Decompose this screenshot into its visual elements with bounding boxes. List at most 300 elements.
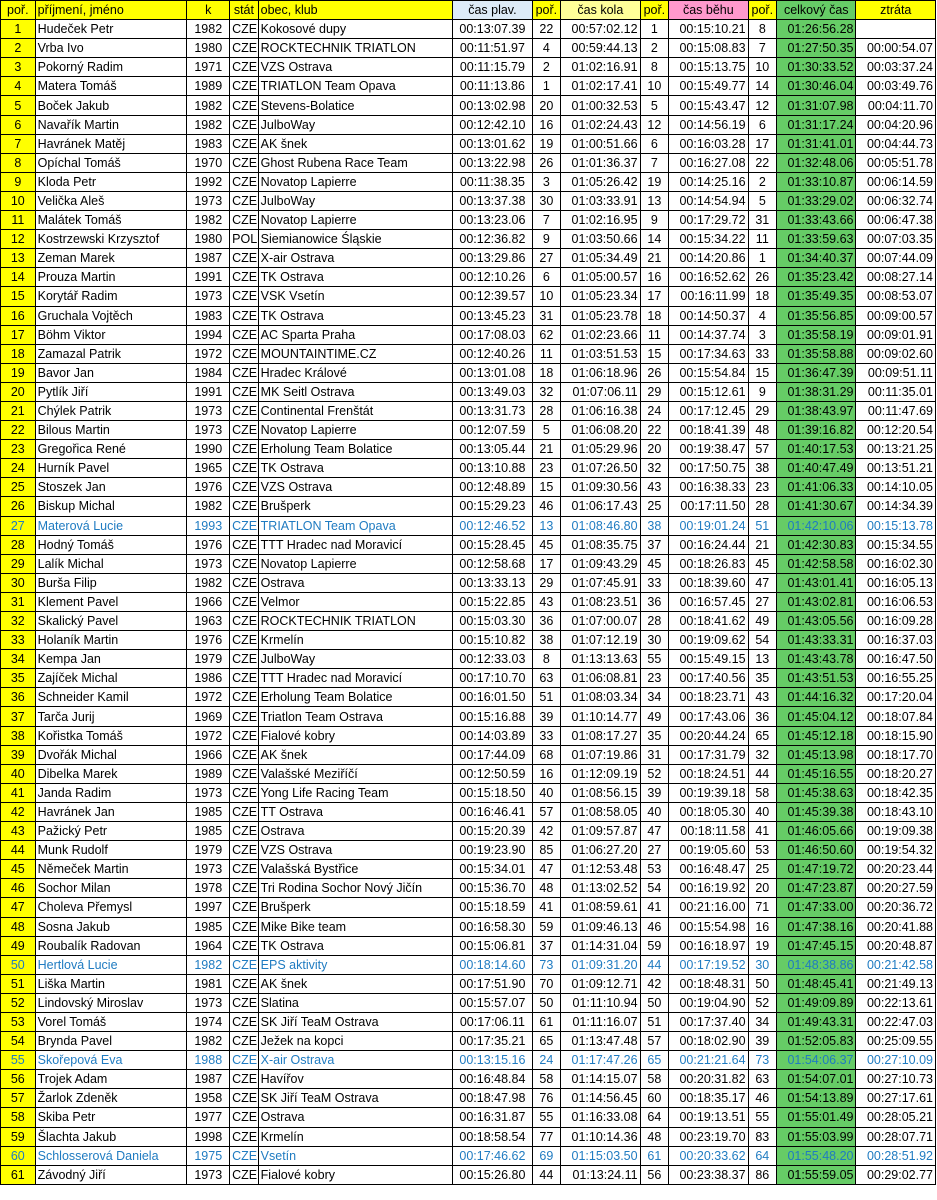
run-rank-cell: 16: [748, 917, 777, 936]
name-cell: Kostrzewski Krzysztof: [35, 230, 187, 249]
header-run-rank: poř.: [748, 1, 777, 20]
name-cell: Schneider Kamil: [35, 688, 187, 707]
country-cell: CZE: [230, 153, 259, 172]
swim-rank-cell: 15: [532, 478, 561, 497]
table-row: [1, 287, 936, 306]
swim-time-cell: 00:17:46.62: [453, 1146, 532, 1165]
loss-cell: 00:18:42.35: [856, 783, 936, 802]
country-cell: CZE: [230, 936, 259, 955]
rank-cell: 59: [1, 1127, 36, 1146]
bike-time-cell: 00:57:02.12: [561, 20, 640, 39]
run-rank-cell: 7: [748, 39, 777, 58]
club-cell: MOUNTAINTIME.CZ: [258, 344, 453, 363]
table-row: [1, 58, 936, 77]
swim-time-cell: 00:16:58.30: [453, 917, 532, 936]
rank-cell: 23: [1, 440, 36, 459]
bike-rank-cell: 33: [640, 573, 669, 592]
swim-time-cell: 00:13:02.98: [453, 96, 532, 115]
loss-cell: 00:15:13.78: [856, 516, 936, 535]
year-cell: 1958: [187, 1089, 230, 1108]
total-time-cell: 01:49:43.31: [777, 1012, 856, 1031]
bike-time-cell: 01:02:17.41: [561, 77, 640, 96]
name-cell: Dibelka Marek: [35, 764, 187, 783]
table-row: [1, 230, 936, 249]
bike-rank-cell: 14: [640, 230, 669, 249]
name-cell: Pažický Petr: [35, 822, 187, 841]
name-cell: Opíchal Tomáš: [35, 153, 187, 172]
run-time-cell: 00:19:04.90: [669, 993, 748, 1012]
rank-cell: 25: [1, 478, 36, 497]
swim-rank-cell: 2: [532, 58, 561, 77]
club-cell: TRIATLON Team Opava: [258, 77, 453, 96]
swim-time-cell: 00:13:31.73: [453, 401, 532, 420]
table-row: [1, 879, 936, 898]
bike-rank-cell: 65: [640, 1051, 669, 1070]
run-rank-cell: 39: [748, 1032, 777, 1051]
bike-rank-cell: 47: [640, 822, 669, 841]
country-cell: CZE: [230, 841, 259, 860]
swim-rank-cell: 13: [532, 516, 561, 535]
swim-time-cell: 00:15:34.01: [453, 860, 532, 879]
year-cell: 1987: [187, 249, 230, 268]
run-rank-cell: 63: [748, 1070, 777, 1089]
swim-rank-cell: 42: [532, 822, 561, 841]
rank-cell: 57: [1, 1089, 36, 1108]
name-cell: Tarča Jurij: [35, 707, 187, 726]
total-time-cell: 01:42:58.58: [777, 554, 856, 573]
swim-rank-cell: 40: [532, 783, 561, 802]
swim-rank-cell: 32: [532, 382, 561, 401]
swim-time-cell: 00:15:57.07: [453, 993, 532, 1012]
run-time-cell: 00:15:49.15: [669, 650, 748, 669]
loss-cell: 00:27:10.73: [856, 1070, 936, 1089]
loss-cell: 00:17:20.04: [856, 688, 936, 707]
club-cell: ROCKTECHNIK TRIATLON: [258, 612, 453, 631]
run-rank-cell: 34: [748, 1012, 777, 1031]
rank-cell: 40: [1, 764, 36, 783]
year-cell: 1973: [187, 783, 230, 802]
swim-rank-cell: 19: [532, 134, 561, 153]
swim-rank-cell: 29: [532, 573, 561, 592]
bike-rank-cell: 35: [640, 726, 669, 745]
bike-time-cell: 01:06:17.43: [561, 497, 640, 516]
total-time-cell: 01:47:38.16: [777, 917, 856, 936]
club-cell: Novatop Lapierre: [258, 421, 453, 440]
swim-time-cell: 00:17:44.09: [453, 745, 532, 764]
swim-time-cell: 00:13:01.08: [453, 363, 532, 382]
run-time-cell: 00:16:03.28: [669, 134, 748, 153]
run-rank-cell: 5: [748, 191, 777, 210]
bike-rank-cell: 34: [640, 688, 669, 707]
swim-time-cell: 00:18:47.98: [453, 1089, 532, 1108]
club-cell: SK Jiří TeaM Ostrava: [258, 1089, 453, 1108]
total-time-cell: 01:40:17.53: [777, 440, 856, 459]
rank-cell: 1: [1, 20, 36, 39]
run-time-cell: 00:16:19.92: [669, 879, 748, 898]
swim-rank-cell: 7: [532, 211, 561, 230]
total-time-cell: 01:54:06.37: [777, 1051, 856, 1070]
run-time-cell: 00:14:54.94: [669, 191, 748, 210]
total-time-cell: 01:45:16.55: [777, 764, 856, 783]
run-rank-cell: 53: [748, 841, 777, 860]
year-cell: 1969: [187, 707, 230, 726]
run-rank-cell: 19: [748, 936, 777, 955]
swim-rank-cell: 6: [532, 268, 561, 287]
bike-rank-cell: 13: [640, 191, 669, 210]
swim-time-cell: 00:15:10.82: [453, 631, 532, 650]
run-time-cell: 00:15:12.61: [669, 382, 748, 401]
run-time-cell: 00:15:43.47: [669, 96, 748, 115]
total-time-cell: 01:43:02.81: [777, 592, 856, 611]
run-rank-cell: 2: [748, 172, 777, 191]
loss-cell: 00:20:36.72: [856, 898, 936, 917]
loss-cell: 00:20:23.44: [856, 860, 936, 879]
country-cell: CZE: [230, 1012, 259, 1031]
club-cell: Fialové kobry: [258, 1165, 453, 1184]
swim-time-cell: 00:13:45.23: [453, 306, 532, 325]
bike-time-cell: 01:05:29.96: [561, 440, 640, 459]
name-cell: Gregořica René: [35, 440, 187, 459]
club-cell: Slatina: [258, 993, 453, 1012]
swim-rank-cell: 58: [532, 1070, 561, 1089]
bike-time-cell: 01:02:23.66: [561, 325, 640, 344]
table-row: [1, 573, 936, 592]
bike-rank-cell: 45: [640, 554, 669, 573]
country-cell: CZE: [230, 783, 259, 802]
bike-rank-cell: 59: [640, 936, 669, 955]
loss-cell: 00:06:32.74: [856, 191, 936, 210]
year-cell: 1973: [187, 993, 230, 1012]
swim-rank-cell: 48: [532, 879, 561, 898]
run-rank-cell: 32: [748, 745, 777, 764]
table-row: [1, 268, 936, 287]
run-rank-cell: 6: [748, 115, 777, 134]
bike-rank-cell: 48: [640, 1127, 669, 1146]
bike-time-cell: 01:11:16.07: [561, 1012, 640, 1031]
run-time-cell: 00:20:44.24: [669, 726, 748, 745]
name-cell: Zajíček Michal: [35, 669, 187, 688]
rank-cell: 20: [1, 382, 36, 401]
country-cell: CZE: [230, 879, 259, 898]
swim-rank-cell: 27: [532, 249, 561, 268]
year-cell: 1982: [187, 211, 230, 230]
rank-cell: 61: [1, 1165, 36, 1184]
run-time-cell: 00:17:31.79: [669, 745, 748, 764]
loss-cell: 00:16:05.13: [856, 573, 936, 592]
bike-time-cell: 01:14:31.04: [561, 936, 640, 955]
name-cell: Biskup Michal: [35, 497, 187, 516]
loss-cell: 00:18:43.10: [856, 802, 936, 821]
swim-rank-cell: 55: [532, 1108, 561, 1127]
table-row: [1, 363, 936, 382]
bike-time-cell: 01:07:06.11: [561, 382, 640, 401]
country-cell: CZE: [230, 382, 259, 401]
club-cell: Mike Bike team: [258, 917, 453, 936]
run-time-cell: 00:17:12.45: [669, 401, 748, 420]
swim-time-cell: 00:17:06.11: [453, 1012, 532, 1031]
name-cell: Zeman Marek: [35, 249, 187, 268]
country-cell: CZE: [230, 421, 259, 440]
loss-cell: 00:21:42.58: [856, 955, 936, 974]
swim-rank-cell: 22: [532, 20, 561, 39]
bike-time-cell: 01:12:53.48: [561, 860, 640, 879]
run-rank-cell: 14: [748, 77, 777, 96]
rank-cell: 5: [1, 96, 36, 115]
club-cell: Ghost Rubena Race Team: [258, 153, 453, 172]
country-cell: CZE: [230, 573, 259, 592]
run-time-cell: 00:18:02.90: [669, 1032, 748, 1051]
loss-cell: 00:11:47.69: [856, 401, 936, 420]
total-time-cell: 01:48:38.86: [777, 955, 856, 974]
run-rank-cell: 86: [748, 1165, 777, 1184]
run-rank-cell: 45: [748, 554, 777, 573]
table-row: [1, 898, 936, 917]
table-row: [1, 478, 936, 497]
name-cell: Kloda Petr: [35, 172, 187, 191]
name-cell: Zamazal Patrik: [35, 344, 187, 363]
table-row: [1, 631, 936, 650]
loss-cell: 00:27:17.61: [856, 1089, 936, 1108]
table-row: [1, 249, 936, 268]
name-cell: Burša Filip: [35, 573, 187, 592]
header-total-time: celkový čas: [777, 1, 856, 20]
run-time-cell: 00:16:52.62: [669, 268, 748, 287]
country-cell: CZE: [230, 1051, 259, 1070]
bike-rank-cell: 43: [640, 478, 669, 497]
swim-time-cell: 00:13:33.13: [453, 573, 532, 592]
bike-rank-cell: 32: [640, 459, 669, 478]
country-cell: CZE: [230, 58, 259, 77]
total-time-cell: 01:47:45.15: [777, 936, 856, 955]
country-cell: CZE: [230, 1108, 259, 1127]
header-swim-time: čas plav.: [453, 1, 532, 20]
bike-time-cell: 01:12:09.19: [561, 764, 640, 783]
run-rank-cell: 18: [748, 287, 777, 306]
club-cell: Brušperk: [258, 497, 453, 516]
run-time-cell: 00:14:20.86: [669, 249, 748, 268]
bike-rank-cell: 1: [640, 20, 669, 39]
name-cell: Matera Tomáš: [35, 77, 187, 96]
run-rank-cell: 4: [748, 306, 777, 325]
bike-time-cell: 01:07:45.91: [561, 573, 640, 592]
country-cell: CZE: [230, 20, 259, 39]
year-cell: 1980: [187, 39, 230, 58]
bike-rank-cell: 37: [640, 535, 669, 554]
bike-time-cell: 01:08:56.15: [561, 783, 640, 802]
loss-cell: 00:21:49.13: [856, 974, 936, 993]
country-cell: CZE: [230, 306, 259, 325]
loss-cell: 00:19:54.32: [856, 841, 936, 860]
swim-rank-cell: 28: [532, 401, 561, 420]
bike-time-cell: 01:13:47.48: [561, 1032, 640, 1051]
run-time-cell: 00:16:57.45: [669, 592, 748, 611]
swim-rank-cell: 1: [532, 77, 561, 96]
country-cell: CZE: [230, 535, 259, 554]
swim-time-cell: 00:15:16.88: [453, 707, 532, 726]
rank-cell: 60: [1, 1146, 36, 1165]
run-rank-cell: 13: [748, 650, 777, 669]
year-cell: 1972: [187, 726, 230, 745]
club-cell: X-air Ostrava: [258, 249, 453, 268]
bike-rank-cell: 61: [640, 1146, 669, 1165]
table-row: [1, 1032, 936, 1051]
table-row: [1, 592, 936, 611]
club-cell: Hradec Králové: [258, 363, 453, 382]
bike-time-cell: 01:06:08.81: [561, 669, 640, 688]
name-cell: Hodný Tomáš: [35, 535, 187, 554]
table-row: [1, 745, 936, 764]
loss-cell: 00:16:02.30: [856, 554, 936, 573]
loss-cell: 00:20:48.87: [856, 936, 936, 955]
year-cell: 1991: [187, 268, 230, 287]
swim-time-cell: 00:15:20.39: [453, 822, 532, 841]
total-time-cell: 01:31:17.24: [777, 115, 856, 134]
swim-time-cell: 00:12:50.59: [453, 764, 532, 783]
rank-cell: 45: [1, 860, 36, 879]
swim-time-cell: 00:12:10.26: [453, 268, 532, 287]
name-cell: Šlachta Jakub: [35, 1127, 187, 1146]
club-cell: Ostrava: [258, 573, 453, 592]
bike-time-cell: 01:08:35.75: [561, 535, 640, 554]
name-cell: Malátek Tomáš: [35, 211, 187, 230]
swim-time-cell: 00:12:33.03: [453, 650, 532, 669]
country-cell: CZE: [230, 764, 259, 783]
club-cell: AK šnek: [258, 745, 453, 764]
swim-time-cell: 00:13:01.62: [453, 134, 532, 153]
total-time-cell: 01:35:58.19: [777, 325, 856, 344]
bike-time-cell: 01:09:30.56: [561, 478, 640, 497]
run-time-cell: 00:18:11.58: [669, 822, 748, 841]
swim-rank-cell: 36: [532, 612, 561, 631]
bike-rank-cell: 49: [640, 707, 669, 726]
club-cell: AK šnek: [258, 974, 453, 993]
club-cell: TK Ostrava: [258, 459, 453, 478]
club-cell: Triatlon Team Ostrava: [258, 707, 453, 726]
name-cell: Klement Pavel: [35, 592, 187, 611]
bike-time-cell: 01:07:26.50: [561, 459, 640, 478]
year-cell: 1973: [187, 191, 230, 210]
club-cell: Fialové kobry: [258, 726, 453, 745]
total-time-cell: 01:44:16.32: [777, 688, 856, 707]
club-cell: TRIATLON Team Opava: [258, 516, 453, 535]
rank-cell: 42: [1, 802, 36, 821]
year-cell: 1991: [187, 382, 230, 401]
run-time-cell: 00:14:50.37: [669, 306, 748, 325]
bike-rank-cell: 51: [640, 1012, 669, 1031]
year-cell: 1997: [187, 898, 230, 917]
run-rank-cell: 23: [748, 478, 777, 497]
loss-cell: 00:25:09.55: [856, 1032, 936, 1051]
country-cell: CZE: [230, 1070, 259, 1089]
run-rank-cell: 54: [748, 631, 777, 650]
club-cell: TTT Hradec nad Moravicí: [258, 535, 453, 554]
table-row: [1, 1070, 936, 1089]
rank-cell: 36: [1, 688, 36, 707]
country-cell: CZE: [230, 822, 259, 841]
swim-time-cell: 00:15:26.80: [453, 1165, 532, 1184]
total-time-cell: 01:47:33.00: [777, 898, 856, 917]
bike-time-cell: 01:09:43.29: [561, 554, 640, 573]
rank-cell: 28: [1, 535, 36, 554]
run-time-cell: 00:16:38.33: [669, 478, 748, 497]
run-rank-cell: 71: [748, 898, 777, 917]
swim-rank-cell: 10: [532, 287, 561, 306]
table-row: [1, 440, 936, 459]
run-rank-cell: 36: [748, 707, 777, 726]
swim-rank-cell: 41: [532, 898, 561, 917]
swim-rank-cell: 17: [532, 554, 561, 573]
swim-rank-cell: 9: [532, 230, 561, 249]
club-cell: SK Jiří TeaM Ostrava: [258, 1012, 453, 1031]
table-row: [1, 1089, 936, 1108]
swim-rank-cell: 57: [532, 802, 561, 821]
table-row: [1, 707, 936, 726]
swim-time-cell: 00:13:10.88: [453, 459, 532, 478]
table-row: [1, 497, 936, 516]
header-loss: ztráta: [856, 1, 936, 20]
header-run-time: čas běhu: [669, 1, 748, 20]
name-cell: Pokorný Radim: [35, 58, 187, 77]
swim-rank-cell: 46: [532, 497, 561, 516]
swim-time-cell: 00:12:39.57: [453, 287, 532, 306]
bike-time-cell: 01:05:34.49: [561, 249, 640, 268]
swim-time-cell: 00:12:58.68: [453, 554, 532, 573]
country-cell: CZE: [230, 1032, 259, 1051]
table-row: [1, 822, 936, 841]
header-rank: poř.: [1, 1, 36, 20]
total-time-cell: 01:33:10.87: [777, 172, 856, 191]
country-cell: CZE: [230, 134, 259, 153]
country-cell: CZE: [230, 1165, 259, 1184]
swim-rank-cell: 51: [532, 688, 561, 707]
total-time-cell: 01:43:43.78: [777, 650, 856, 669]
rank-cell: 22: [1, 421, 36, 440]
country-cell: CZE: [230, 860, 259, 879]
rank-cell: 12: [1, 230, 36, 249]
swim-rank-cell: 23: [532, 459, 561, 478]
table-row: [1, 688, 936, 707]
loss-cell: 00:19:09.38: [856, 822, 936, 841]
bike-time-cell: 01:14:15.07: [561, 1070, 640, 1089]
swim-time-cell: 00:13:49.03: [453, 382, 532, 401]
run-rank-cell: 35: [748, 669, 777, 688]
swim-time-cell: 00:12:40.26: [453, 344, 532, 363]
loss-cell: 00:16:06.53: [856, 592, 936, 611]
run-time-cell: 00:23:19.70: [669, 1127, 748, 1146]
run-time-cell: 00:18:35.17: [669, 1089, 748, 1108]
country-cell: CZE: [230, 650, 259, 669]
run-time-cell: 00:15:10.21: [669, 20, 748, 39]
year-cell: 1974: [187, 1012, 230, 1031]
total-time-cell: 01:45:12.18: [777, 726, 856, 745]
header-year: k: [187, 1, 230, 20]
bike-rank-cell: 39: [640, 783, 669, 802]
name-cell: Hurník Pavel: [35, 459, 187, 478]
bike-time-cell: 01:08:23.51: [561, 592, 640, 611]
swim-rank-cell: 69: [532, 1146, 561, 1165]
swim-time-cell: 00:17:08.03: [453, 325, 532, 344]
country-cell: CZE: [230, 96, 259, 115]
run-rank-cell: 21: [748, 535, 777, 554]
swim-time-cell: 00:13:37.38: [453, 191, 532, 210]
club-cell: Novatop Lapierre: [258, 172, 453, 191]
club-cell: JulboWay: [258, 650, 453, 669]
total-time-cell: 01:54:07.01: [777, 1070, 856, 1089]
swim-time-cell: 00:15:18.50: [453, 783, 532, 802]
name-cell: Pytlík Jiří: [35, 382, 187, 401]
bike-rank-cell: 46: [640, 917, 669, 936]
country-cell: CZE: [230, 516, 259, 535]
